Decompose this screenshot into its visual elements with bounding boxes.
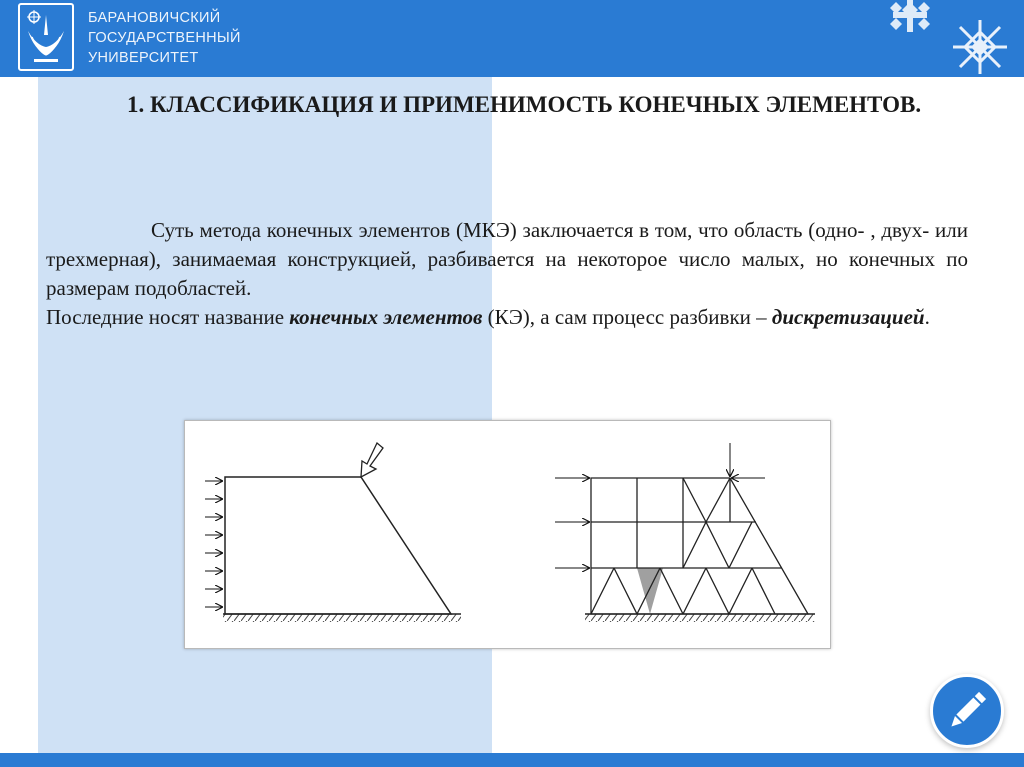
university-name-line: ГОСУДАРСТВЕННЫЙ [88,30,241,46]
pencil-icon [933,677,1001,745]
term-finite-elements: конечных элементов [289,305,483,329]
fem-illustration [184,420,831,649]
slide-title: 1. КЛАССИФИКАЦИЯ И ПРИМЕНИМОСТЬ КОНЕЧНЫХ ЭЛЕМЕНТОВ. [127,92,922,117]
paragraph-text: . [924,305,930,329]
university-name-line: УНИВЕРСИТЕТ [88,50,199,66]
paragraph-text: Последние носят название [46,305,290,329]
continuous-domain-diagram [205,443,461,622]
snowflake-ornament-icon [950,18,1010,76]
side-panel [38,77,492,753]
paragraph-definition: Суть метода конечных элементов (МКЭ) заключается в том, что область (одно- , двух- или трехмерная), занимаемая конструкцией, разбивается на некоторое число малых, но конечных по размерам подобластей. [46,218,968,300]
term-discretization: дискретизацией [771,305,925,329]
paragraph-text: (КЭ), а сам процесс разбивки – [482,305,772,329]
header-bar [0,0,1024,77]
university-emblem-icon [18,3,74,71]
snowflake-ornament-icon [884,0,936,36]
edit-button[interactable] [930,674,1004,748]
paragraph-terms [46,303,968,332]
university-name-line: БАРАНОВИЧСКИЙ [88,10,221,26]
finite-element-mesh-diagram [555,443,815,622]
footer-bar [0,753,1024,767]
slide-body [46,216,968,332]
university-name [88,8,241,68]
